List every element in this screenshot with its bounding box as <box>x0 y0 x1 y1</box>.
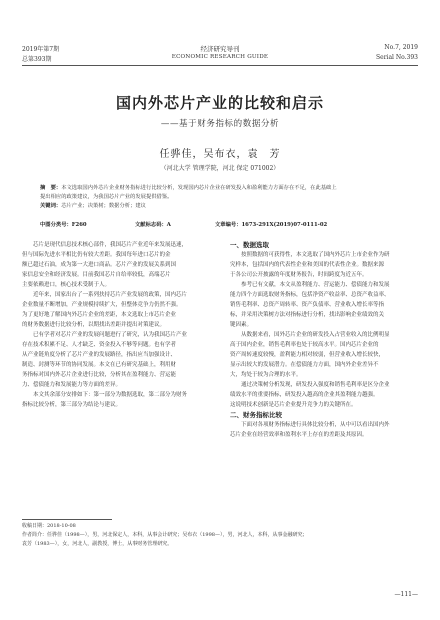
author-bio: 作者简介：任骅佳（1998—），男，河北保定人，本科，从事会计研究；吴布衣（1998—），男，河北人，本科，从事金融研究； <box>22 532 308 538</box>
received-date: 收稿日期：2018-10-08 <box>22 523 76 529</box>
abstract-block <box>40 184 400 211</box>
body-left-column <box>22 240 208 410</box>
body-line: 本文其余部分安排如下：第一部分为数据选取，第二部分为财务 <box>33 392 188 398</box>
author-affiliation: （河北大学 管理学院，河北 保定 071002） <box>160 165 280 172</box>
body-line: 额已超过石油，成为第一大进口商品。芯片产业的发展关系到国 <box>22 262 177 268</box>
article-title: 国内外芯片产业的比较和启示 <box>115 94 324 112</box>
body-line: 绩效水平的重要指标，研发投入越高的企业其盈利能力越强。 <box>230 392 379 398</box>
body-line: 的财务数据进行比较分析，以期找出差距并提出对策建议。 <box>22 322 166 328</box>
classification-line <box>40 220 400 229</box>
abstract-label: 摘 要： <box>40 185 62 191</box>
section-heading: 二、财务指标比较 <box>230 411 282 419</box>
body-line: 大，均处于较为合理的水平。 <box>230 372 302 378</box>
body-line: 于各公司公开披露的年度财务报告，时间跨度为近五年。 <box>230 272 368 278</box>
body-line: 但与国际先进水平相比仍有较大差距。我国每年进口芯片的金 <box>22 252 171 258</box>
body-line: 企业数量不断增加，产业规模持续扩大，但整体竞争力仍然不强。 <box>22 302 182 308</box>
body-line: 家信息安全和经济发展。目前我国芯片自给率较低，高端芯片 <box>22 272 171 278</box>
journal-name-en: ECONOMIC RESEARCH GUIDE <box>171 54 269 60</box>
abstract-line: 摘 要：本文选取国内外芯片企业财务指标进行比较分析，发现国内芯片企业在研发投入和盈利能力方面存在不足，在此基础上 <box>40 185 337 191</box>
body-line: 芯片企业在经营效率和盈利水平上存在的差距及其原因。 <box>230 432 368 438</box>
body-line: 从数据来看，国外芯片企业的研发投入占营业收入的比例明显 <box>241 332 390 338</box>
footnote-divider <box>22 519 112 520</box>
body-line: 近年来，国家出台了一系列扶持芯片产业发展的政策，国内芯片 <box>33 292 188 298</box>
abstract-line: 提出相应的政策建议，为我国芯片产业的发展提供借鉴。 <box>40 194 173 200</box>
body-line: 通过决策树分析发现，研发投入强度和销售毛利率是区分企业 <box>241 382 390 388</box>
article-subtitle: ——基于财务指标的数据分析 <box>160 119 280 129</box>
issue-cn: 2019年第7期 <box>22 46 60 53</box>
body-line: 从产业链角度分析了芯片产业的发展路径，指出应当加强设计、 <box>22 352 177 358</box>
issue-en: No.7, 2019 <box>384 44 418 51</box>
clc-number: 中图分类号：F260 <box>40 222 87 228</box>
serial-cn: 总第393期 <box>22 56 52 63</box>
body-line: 高于国内企业，销售毛利率也处于较高水平。国内芯片企业的 <box>230 342 379 348</box>
running-header <box>22 44 418 66</box>
body-line: 能力四个方面选取财务指标，包括净资产收益率、总资产收益率、 <box>230 292 390 298</box>
body-line: 主要依赖进口，核心技术受制于人。 <box>22 282 111 288</box>
body-right-column <box>230 240 416 440</box>
body-line: 键因素。 <box>230 322 253 328</box>
author-bio: 袁芳（1983—），女，河北人，副教授，博士，从事财务管理研究。 <box>22 541 173 547</box>
footnote-block <box>22 522 418 549</box>
body-line: 销售毛利率、总资产周转率、资产负债率、营业收入增长率等指 <box>230 302 385 308</box>
body-line: 资产周转速度较慢，盈利能力相对较弱，但营业收入增长较快， <box>230 352 385 358</box>
header-divider <box>22 65 418 66</box>
keywords-label: 关键词： <box>40 203 62 209</box>
page-number: —111— <box>394 591 418 598</box>
body-line: 这说明技术创新是芯片企业提升竞争力的关键所在。 <box>230 402 357 408</box>
body-line: 指标比较分析，第三部分为结论与建议。 <box>22 402 122 408</box>
article-number: 文章编号：1673-291X(2019)07-0111-02 <box>215 222 328 228</box>
body-line: 已有学者对芯片产业的发展问题进行了研究，认为我国芯片产业 <box>33 332 188 338</box>
body-line: 制造、封测等环节的协同发展。本文在已有研究基础上，利用财 <box>22 362 177 368</box>
body-line: 为了更好地了解国内外芯片企业的差距，本文选取上市芯片企业 <box>22 312 177 318</box>
body-line: 存在技术积累不足、人才缺乏、资金投入不够等问题。也有学者 <box>22 342 177 348</box>
body-line: 参考已有文献，本文从盈利能力、营运能力、偿债能力和发展 <box>241 282 390 288</box>
body-line: 力、偿债能力和发展能力等方面的差异。 <box>22 382 122 388</box>
body-line: 究样本，包括国内的代表性企业和美国的代表性企业。数据来源 <box>230 262 385 268</box>
body-line: 芯片是现代信息技术核心部件，我国芯片产业近年来发展迅速， <box>33 242 188 248</box>
body-line: 下面对各项财务指标进行具体比较分析，从中可以看出国内外 <box>241 422 390 428</box>
document-code: 文献标志码：A <box>135 222 171 228</box>
body-line: 显示出较大的发展潜力。在偿债能力方面，国内外企业差异不 <box>230 362 379 368</box>
article-authors: 任骅佳，吴布衣，袁 芳 <box>159 149 281 160</box>
body-line: 标，并采用决策树方法对指标进行分析，找出影响企业绩效的关 <box>230 312 385 318</box>
keywords-line <box>40 202 400 211</box>
serial-en: Serial No.393 <box>376 54 418 61</box>
section-heading: 一、数据选取 <box>230 241 269 249</box>
keywords: 芯片产业；决策树；数据分析；建议 <box>61 203 146 209</box>
journal-name-cn: 经济研究导刊 <box>200 45 240 53</box>
body-line: 务指标对国内外芯片企业进行比较，分析其在盈利能力、营运能 <box>22 372 177 378</box>
body-line: 按照数据的可获得性，本文选取了国内外芯片上市企业作为研 <box>241 252 390 258</box>
